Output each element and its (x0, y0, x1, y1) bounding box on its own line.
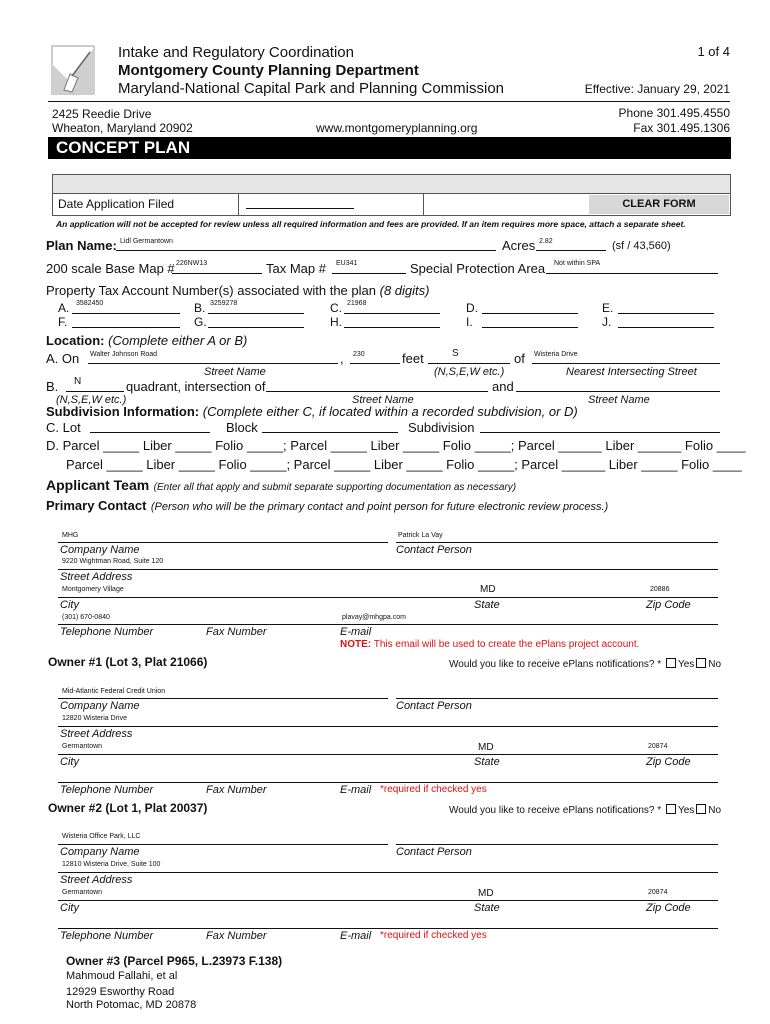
location-heading (46, 333, 247, 348)
owner2-contact-caption: Contact Person (396, 846, 472, 858)
spa-field[interactable] (546, 273, 718, 274)
email-note-text: This email will be used to create the ePlans project account. (371, 639, 640, 650)
primary-contact-heading-text: Primary Contact (46, 498, 147, 513)
owner2-company-value: Wisteria Office Park, LLC (62, 833, 141, 840)
location-quadrant-field[interactable] (66, 391, 124, 392)
tax-field-h[interactable] (344, 327, 440, 328)
location-quadrant-label: quadrant, intersection of (126, 379, 266, 394)
tax-field-j[interactable] (618, 327, 714, 328)
location-a-prefix: A. On (46, 351, 80, 366)
owner2-eplans-question: Would you like to receive ePlans notifications? * (449, 805, 662, 816)
address-line-1: 2425 Reedie Drive (52, 107, 152, 121)
owner1-state-caption: State (474, 756, 500, 768)
primary-company-value: MHG (62, 532, 79, 539)
tax-value-a: 3582450 (76, 300, 104, 307)
acres-label: Acres (502, 238, 536, 253)
primary-phone-value: (301) 670-0840 (62, 614, 110, 621)
location-quadrant-value: N (74, 376, 82, 387)
subdivision-heading-note: (Complete either C, if located within a recorded subdivision, or D) (202, 404, 578, 419)
plan-name-value: Lidl Germantown (120, 238, 173, 245)
primary-street-field[interactable] (58, 569, 718, 570)
owner2-fax-caption: Fax Number (206, 930, 267, 942)
subdivision-lot-field[interactable] (90, 432, 210, 433)
base-map-field[interactable] (172, 273, 262, 274)
owner2-phone-caption: Telephone Number (60, 930, 154, 942)
email-note (340, 639, 639, 650)
tax-field-e[interactable] (618, 313, 714, 314)
primary-email-value: plavay@mhgpa.com (342, 614, 406, 621)
website: www.montgomeryplanning.org (316, 121, 478, 135)
location-direction-field[interactable] (428, 363, 510, 364)
owner3-heading: Owner #3 (Parcel P965, L.23973 F.138) (66, 954, 283, 968)
subdivision-block-label: Block (226, 420, 258, 435)
owner2-street-caption: Street Address (60, 874, 133, 886)
owner2-city-caption: City (60, 902, 79, 914)
owner3-city: North Potomac, MD 20878 (66, 999, 197, 1011)
tax-field-g[interactable] (208, 327, 304, 328)
primary-company-field[interactable] (58, 542, 388, 543)
owner2-company-field[interactable] (58, 844, 388, 845)
subdivision-heading-text: Subdivision Information: (46, 404, 200, 419)
tax-value-c: 21968 (347, 300, 367, 307)
location-comma: , (340, 351, 344, 366)
owner1-city-value: Germantown (62, 743, 103, 750)
owner2-required-note: *required if checked yes (380, 930, 487, 941)
org-line-2: Montgomery County Planning Department (118, 62, 419, 79)
location-cross-street-value: Wisteria Drive (534, 351, 578, 358)
date-filed-divider (238, 194, 239, 216)
location-feet-field[interactable] (350, 363, 400, 364)
location-direction-value: S (452, 348, 459, 359)
clear-form-button[interactable]: CLEAR FORM (589, 195, 729, 214)
owner2-eplans (449, 804, 721, 816)
location-street-name-caption-3: Street Name (588, 394, 650, 406)
base-map-value: 226NW13 (176, 260, 208, 267)
owner2-heading: Owner #2 (Lot 1, Plat 20037) (48, 801, 208, 815)
owner2-state-caption: State (474, 902, 500, 914)
owner1-phone-fax-email-field[interactable] (58, 782, 718, 783)
owner2-zip-caption: Zip Code (646, 902, 691, 914)
mncppc-logo (50, 44, 96, 96)
plan-name-label: Plan Name: (46, 238, 117, 253)
owner2-yes-label: Yes (677, 805, 695, 816)
owner3-street: 12929 Esworthy Road (66, 986, 175, 998)
owner1-street-caption: Street Address (60, 728, 133, 740)
primary-phone-fax-email-field[interactable] (58, 624, 718, 625)
owner2-city-value: Germantown (62, 889, 103, 896)
owner1-state-value: MD (478, 742, 494, 753)
tax-letter-d: D. (466, 301, 478, 315)
owner2-yes-checkbox[interactable] (666, 804, 676, 814)
tax-letter-j: J. (602, 315, 612, 329)
applicant-team-heading-text: Applicant Team (46, 477, 150, 493)
parcel-row-1: D. Parcel _____ Liber _____ Folio _____; Parcel _____ Liber _____ Folio _____; Parcel ______ Liber ______ Folio ____ (46, 438, 746, 453)
spa-value: Not within SPA (554, 260, 601, 267)
tax-accounts-label (46, 283, 429, 298)
primary-phone-caption: Telephone Number (60, 626, 154, 638)
owner1-city-state-zip-field[interactable] (58, 754, 718, 755)
location-heading-note: (Complete either A or B) (108, 333, 248, 348)
email-note-bold: NOTE: (340, 639, 372, 650)
fax: Fax 301.495.1306 (633, 121, 730, 135)
subdivision-lot-label: C. Lot (46, 420, 81, 435)
owner2-no-label: No (708, 805, 722, 816)
phone: Phone 301.495.4550 (618, 106, 730, 120)
tax-accounts-suffix: (8 digits) (379, 283, 430, 298)
location-feet-label: feet (402, 351, 424, 366)
plan-name-field[interactable] (116, 250, 496, 251)
primary-city-state-zip-field[interactable] (58, 597, 718, 598)
primary-email-caption: E-mail (340, 626, 372, 638)
owner1-eplans-question: Would you like to receive ePlans notifications? * (449, 659, 662, 670)
primary-contact-value: Patrick La Vay (398, 532, 443, 539)
owner1-city-caption: City (60, 756, 79, 768)
tax-letter-f: F. (58, 315, 68, 329)
location-heading-text: Location: (46, 333, 105, 348)
owner1-street-field[interactable] (58, 726, 718, 727)
tax-value-b: 3259278 (210, 300, 238, 307)
applicant-team-heading (46, 477, 516, 495)
owner1-fax-caption: Fax Number (206, 784, 267, 796)
date-filed-divider-2 (423, 194, 424, 216)
owner2-phone-fax-email-field[interactable] (58, 928, 718, 929)
owner1-yes-label: Yes (677, 659, 695, 670)
tax-field-a[interactable] (72, 313, 180, 314)
location-cross-street-field[interactable] (532, 363, 720, 364)
primary-contact-heading (46, 497, 608, 515)
org-line-3: Maryland-National Capital Park and Planning Commission (118, 80, 505, 97)
notice-text: An application will not be accepted for review unless all required information and fees are provided. If an item requires more space, attach a separate sheet. (56, 219, 686, 229)
date-filed-header-bar (53, 175, 730, 194)
primary-street-value: 9220 Wightman Road, Suite 120 (62, 558, 164, 565)
owner2-zip-value: 20874 (648, 889, 668, 896)
location-nsew-caption-2: (N,S,E,W etc.) (56, 394, 127, 406)
owner2-street-value: 12810 Wisteria Drive, Suite 100 (62, 861, 161, 868)
tax-letter-c: C. (330, 301, 342, 315)
page-number: 1 of 4 (697, 44, 730, 59)
primary-city-caption: City (60, 599, 79, 611)
primary-street-caption: Street Address (60, 571, 133, 583)
owner1-phone-caption: Telephone Number (60, 784, 154, 796)
location-b-prefix: B. (46, 379, 59, 394)
location-street-name-caption-2: Street Name (352, 394, 414, 406)
location-and-label: and (492, 379, 514, 394)
primary-zip-value: 20886 (650, 586, 670, 593)
applicant-team-note: (Enter all that apply and submit separate supporting documentation as necessary) (153, 482, 517, 493)
owner2-no-checkbox[interactable] (696, 804, 706, 814)
tax-field-i[interactable] (482, 327, 578, 328)
owner1-street-value: 12820 Wisteria Drive (62, 715, 127, 722)
owner2-street-field[interactable] (58, 872, 718, 873)
subdivision-name-field[interactable] (480, 432, 720, 433)
owner2-email-caption: E-mail (340, 930, 372, 942)
subdivision-name-label: Subdivision (408, 420, 475, 435)
sf-label: (sf / 43,560) (612, 240, 671, 252)
primary-contact-caption: Contact Person (396, 544, 472, 556)
owner1-email-caption: E-mail (340, 784, 372, 796)
tax-letter-i: I. (466, 315, 473, 329)
location-nearest-caption: Nearest Intersecting Street (566, 366, 697, 378)
tax-letter-e: E. (602, 301, 614, 315)
location-of-label: of (514, 351, 525, 366)
owner2-state-value: MD (478, 888, 494, 899)
address-line-2: Wheaton, Maryland 20902 (52, 121, 193, 135)
owner1-zip-value: 20874 (648, 743, 668, 750)
owner1-yes-checkbox[interactable] (666, 658, 676, 668)
header-rule (48, 101, 730, 102)
owner1-no-label: No (708, 659, 722, 670)
location-feet-value: 230 (353, 351, 365, 358)
tax-map-label: Tax Map # (266, 261, 326, 276)
primary-company-caption: Company Name (60, 544, 140, 556)
location-intersection-street-1[interactable] (266, 391, 488, 392)
org-line-1: Intake and Regulatory Coordination (118, 44, 354, 61)
tax-letter-g: G. (194, 315, 207, 329)
location-intersection-street-2[interactable] (516, 391, 720, 392)
base-map-label: 200 scale Base Map # (46, 261, 175, 276)
tax-letter-a: A. (58, 301, 70, 315)
tax-map-field[interactable] (332, 273, 406, 274)
tax-field-d[interactable] (482, 313, 578, 314)
location-street-value: Walter Johnson Road (90, 351, 158, 358)
date-filed-label: Date Application Filed (58, 197, 175, 211)
tax-field-f[interactable] (72, 327, 180, 328)
owner1-company-field[interactable] (58, 698, 388, 699)
tax-letter-h: H. (330, 315, 342, 329)
owner1-contact-caption: Contact Person (396, 700, 472, 712)
owner1-required-note: *required if checked yes (380, 784, 487, 795)
location-street-name-caption: Street Name (204, 366, 266, 378)
tax-field-b[interactable] (208, 313, 304, 314)
spa-label: Special Protection Area (410, 261, 546, 276)
primary-fax-caption: Fax Number (206, 626, 267, 638)
form-title: CONCEPT PLAN (48, 137, 731, 159)
date-filed-field[interactable] (246, 208, 354, 209)
effective-date: Effective: January 29, 2021 (584, 82, 730, 96)
acres-field[interactable] (536, 250, 606, 251)
parcel-row-2: Parcel _____ Liber _____ Folio _____; Parcel _____ Liber _____ Folio _____; Parcel ______ Liber _____ Folio ____ (66, 457, 742, 472)
owner1-heading: Owner #1 (Lot 3, Plat 21066) (48, 655, 208, 669)
owner1-zip-caption: Zip Code (646, 756, 691, 768)
owner2-contact-field[interactable] (396, 844, 718, 845)
owner1-company-value: Mid-Atlantic Federal Credit Union (62, 688, 166, 695)
subdivision-block-field[interactable] (262, 432, 398, 433)
primary-contact-field[interactable] (396, 542, 718, 543)
owner1-no-checkbox[interactable] (696, 658, 706, 668)
primary-zip-caption: Zip Code (646, 599, 691, 611)
location-nsew-caption: (N,S,E,W etc.) (434, 366, 505, 378)
owner2-city-state-zip-field[interactable] (58, 900, 718, 901)
owner1-eplans (449, 658, 721, 670)
primary-city-value: Montgomery Village (62, 586, 124, 593)
owner2-company-caption: Company Name (60, 846, 140, 858)
primary-state-value: MD (480, 584, 496, 595)
owner3-name: Mahmoud Fallahi, et al (66, 970, 178, 982)
tax-accounts-label-text: Property Tax Account Number(s) associated with the plan (46, 283, 376, 298)
location-street-field[interactable] (88, 363, 338, 364)
tax-map-value: EU341 (336, 260, 358, 267)
tax-letter-b: B. (194, 301, 206, 315)
acres-value: 2.82 (539, 238, 553, 245)
tax-field-c[interactable] (344, 313, 440, 314)
owner1-company-caption: Company Name (60, 700, 140, 712)
owner1-contact-field[interactable] (396, 698, 718, 699)
subdivision-heading (46, 404, 578, 419)
primary-contact-note: (Person who will be the primary contact and point person for future electronic review process.) (150, 501, 609, 513)
primary-state-caption: State (474, 599, 500, 611)
